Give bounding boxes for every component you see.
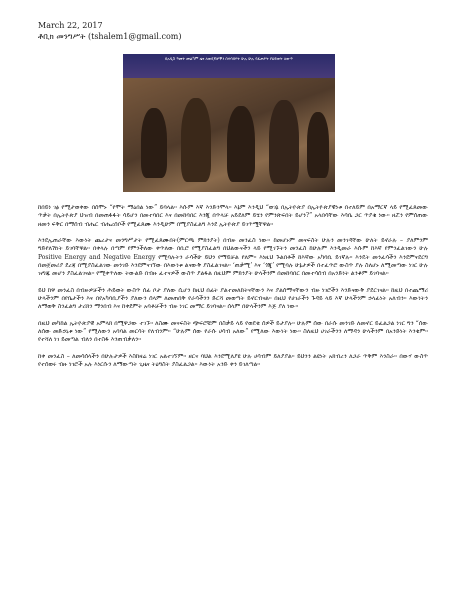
photo-caption-banner: በአዲስ ዓመት መልካም ዜና ለወዳጆቻችን በተባበሩት ሁሉ ሁሉ የፈጠሩት የህይወት ለውጥ: [123, 54, 335, 80]
paragraph-1: ከበይነ ገፅ የሚታወቀው በሰሞኑ “የሞት ማዕበል ነው” ይባላል፡፡ እሱም እኛ እንድንሞላ፡፡ እኔም እንዲህ “ወገኔ በኢትዮጵያ በኢትዮጵያዊነቱ በተለይም በአማርኛ ላይ የሚፈጸመው ጥቃት በኢትዮጵያ ህዝብ በመጠፋፋት ሳይሆን በመተባበር እና በመከባበር እንጂ በጥላቻ አይደለም ይሄን የምንጽፍበት ይሆን?” አላበሳቸው እሳቤ ጋር ጥያቄ ነው፡፡ ዘሯን የምሰጠው ዘመን ፍቅር በማሰብ ብሔር ብሔረሰቦች የሚፈጸሙ እንዲሁም በሚያስፈልግ እንደ ኢትዮጵያ ይገጥሟቸዋል፡፡: [38, 204, 428, 228]
article-body: [38, 204, 428, 378]
paragraph-5: ከቀ መንፈስ – ለመሳሰላችን በሁሉታዎች እስከዛሬ ነገር አልተገኘም፡፡ ዘርና ባህል እንደሚለያዩ ሁሉ ሀሳብም ይለያያል፡፡ ይህንን ልዩነት አክብረን ለጋራ ጥቅም እንስራ፡፡ በውሃ ውስጥ የተሰወሩ ብዙ ነገሮች አሉ እነርሱን ለማውጣት ጊዜና ትዕግስት ያስፈልጋል፡፡ እውነት አንድ ቀን ይገለጣል፡፡: [38, 352, 428, 369]
paragraph-2: እንደኢጠራቸው እውነት ጨረታና መንግሥታት የሚፈጸሙበት(ምርጫ ምክንያት) በብዙ መንፈስ ነው፡፡ ከመሆኑም መናፍስት ሁሉን መንገዳቸው ሁለት ይኖራሉ – ያለምንም ግድየለሽነት ይገባቸዋል፡፡ በቀላሉ በጣም የምንችለው ቀጥለው በቢሮ የሚያስፈልግ በህልውናችን ላይ የሚገኙትን መንፈስ ከሁሉም እንዲመራ እሱም ከእኛ የምንፈልገውን ሁሉ Positive Energy and Negative Energy የሚባሉትን ራሳችሁ ይህን የማይቻል የለም፡፡ እነዚህ ጉልበቶች ከእኛው አካባቢ ይገኛሉ፡፡ እንዴት መንፈሳችን እንደምናደርግ በመጀመሪያ ደረጃ በሚያስፈልገው መንገድ እንደምናገኘው በእውነቱ ልናውቅ ያስፈልገናል፡፡ ‘ጠቃሚ’ እና ‘ጎጂ’ የሚባሉ ሁኔታዎች በተፈጥሮ ውስጥ ያሉ ስለሆኑ ለሚመጣው ነገር ሁሉ ዝግጁ መሆን ያስፈልገናል፡፡ የሚቀጥለው ትውልድ በብዙ ፈተናዎች ውስጥ ያልፋል በዚህም ምክንያት ሁላችንም በመከባበር በመተሳሰብ በአንድነት ልንቆም ይገባናል፡፡: [38, 237, 428, 278]
article-photo: [123, 54, 335, 192]
photo-scene: [123, 78, 335, 192]
article-date: March 22, 2017: [38, 21, 103, 30]
paragraph-3: ይህ ከዋ መንፈስ በብዙዎቻችን ሕይወት ውስጥ ሰፊ ቦታ ያለው ሲሆን ከዚህ በፊት ያልተመለከትናቸውን እና ያልሰማናቸውን ብዙ ነገሮችን እንድናውቅ ያደርገናል፡፡ ከዚህ በተጨማሪ ሁላችንም በየቤታችን እና በየአካባቢያችን ያለውን ሰላም ለመጠበቅ የራሳችንን ድርሻ መወጣት ይኖርብናል፡፡ በዚህ የሀገራችን ጉዳይ ላይ እኛ ሁላችንም ኃላፊነት አለብን፡፡ እውነትን ለማወቅ ስንፈልግ ታሪክን ማንበብ እና ከቀደምት አባቶቻችን ብዙ ነገር መማር ይገባናል፡፡ ሰላም በሁላችንም እጅ ያለ ነው፡፡: [38, 286, 428, 311]
article-header: [38, 20, 181, 42]
article-author: ቶቢክ መንግሥት (tshalem1@gmail.com): [38, 32, 182, 41]
paragraph-4: በዚህ መካከል ኢትዮጵያዊ አምላክ በሚዋጋው ተገኙ፡፡ ለስሙ መናፍስት ጭፍሮቹም በስቃይ ላይ የወደቁ ሰዎች ይታያሉ፡፡ ሁሉም ሰው በራሱ መንገድ ለመኖር ይፈልጋል ነገር ግን “ሰው ለሰው መድኃኒቱ ነው” የሚለውን አባባል መርሳት የለብንም፡፡ “ሁሉም ሰው የራሱ ሀሳብ አለው” የሚለው እውነት ነው፡፡ ስለዚህ ሀገራችንን ለማዳን ሁላችንም በአንድነት እንቁም፡፡ የተሻለ ነገ ይመጣል ብለን በተስፋ እንጠብቃለን፡፡: [38, 319, 428, 344]
